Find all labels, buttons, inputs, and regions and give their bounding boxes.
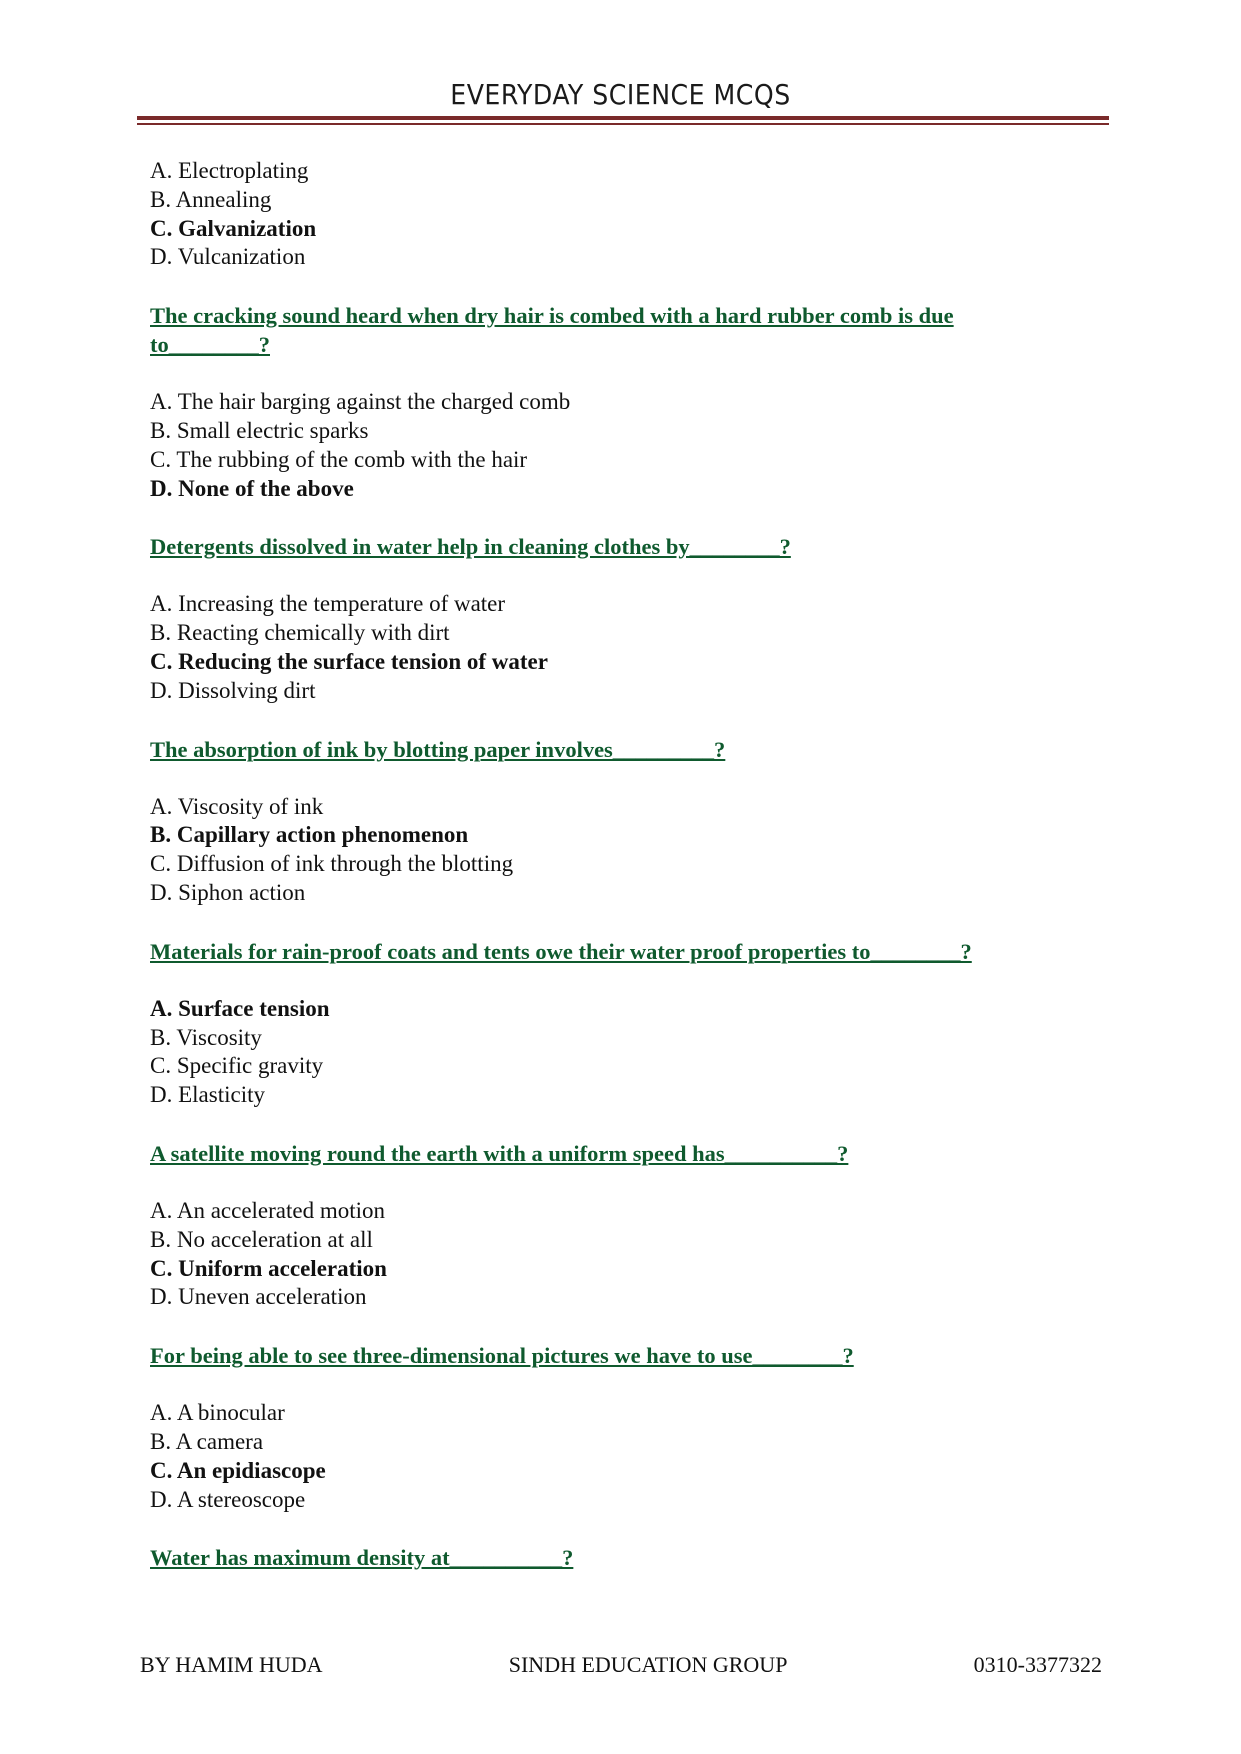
footer-phone: 0310-3377322	[973, 1652, 1102, 1677]
option: A. The hair barging against the charged comb	[150, 389, 571, 415]
option: A. Increasing the temperature of water	[150, 591, 506, 617]
footer-organization: SINDH EDUCATION GROUP	[508, 1652, 788, 1677]
option: C. Specific gravity	[150, 1053, 324, 1079]
option-answer: C. Reducing the surface tension of water	[150, 648, 548, 674]
question-text: For being able to see three-dimensional pictures we have to use________?	[150, 1343, 854, 1369]
option: A. An accelerated motion	[150, 1197, 386, 1223]
option: C. Diffusion of ink through the blotting	[150, 851, 514, 877]
question-block	[150, 1543, 1070, 1572]
option: B. No acceleration at all	[150, 1226, 373, 1252]
option: D. Dissolving dirt	[150, 677, 316, 703]
question-block	[150, 1341, 1070, 1514]
option: C. The rubbing of the comb with the hair	[150, 446, 528, 472]
question-block	[150, 532, 1070, 705]
question-text: Materials for rain-proof coats and tents owe their water proof properties to________?	[150, 938, 972, 964]
option: A. Electroplating	[150, 158, 309, 183]
footer-author: BY HAMIM HUDA	[140, 1652, 323, 1677]
option-answer: D. None of the above	[150, 475, 354, 501]
option: D. Uneven acceleration	[150, 1284, 367, 1310]
option: D. A stereoscope	[150, 1486, 306, 1512]
option: B. A camera	[150, 1428, 264, 1454]
page-footer	[140, 1652, 1102, 1678]
question-text: Detergents dissolved in water help in cleaning clothes by________?	[150, 534, 791, 560]
header-rule-thin	[137, 123, 1109, 125]
question-text: The absorption of ink by blotting paper involves_________?	[150, 736, 726, 762]
leading-options	[150, 157, 1070, 272]
option-answer: C. Galvanization	[150, 215, 317, 241]
option-answer: B. Capillary action phenomenon	[150, 822, 469, 848]
question-text: Water has maximum density at__________?	[150, 1545, 574, 1571]
question-block	[150, 1139, 1070, 1312]
question-block	[150, 735, 1070, 908]
option: B. Viscosity	[150, 1024, 262, 1050]
question-block	[150, 937, 1070, 1110]
option: A. Viscosity of ink	[150, 793, 324, 819]
option: B. Annealing	[150, 186, 272, 212]
option: B. Reacting chemically with dirt	[150, 620, 450, 646]
question-text: The cracking sound heard when dry hair is combed with a hard rubber comb is due to________?	[150, 303, 954, 358]
option-answer: C. Uniform acceleration	[150, 1255, 387, 1281]
page-title: EVERYDAY SCIENCE MCQS	[450, 78, 791, 111]
mcq-content	[150, 157, 1070, 1601]
option: D. Elasticity	[150, 1082, 265, 1108]
option: A. A binocular	[150, 1400, 285, 1426]
option: D. Siphon action	[150, 879, 306, 905]
option-answer: A. Surface tension	[150, 995, 330, 1021]
option: D. Vulcanization	[150, 244, 306, 270]
question-block	[150, 301, 1070, 503]
option: B. Small electric sparks	[150, 417, 369, 443]
question-text: A satellite moving round the earth with a uniform speed has__________?	[150, 1140, 849, 1166]
option-answer: C. An epidiascope	[150, 1457, 326, 1483]
header-rule-thick	[137, 116, 1109, 120]
